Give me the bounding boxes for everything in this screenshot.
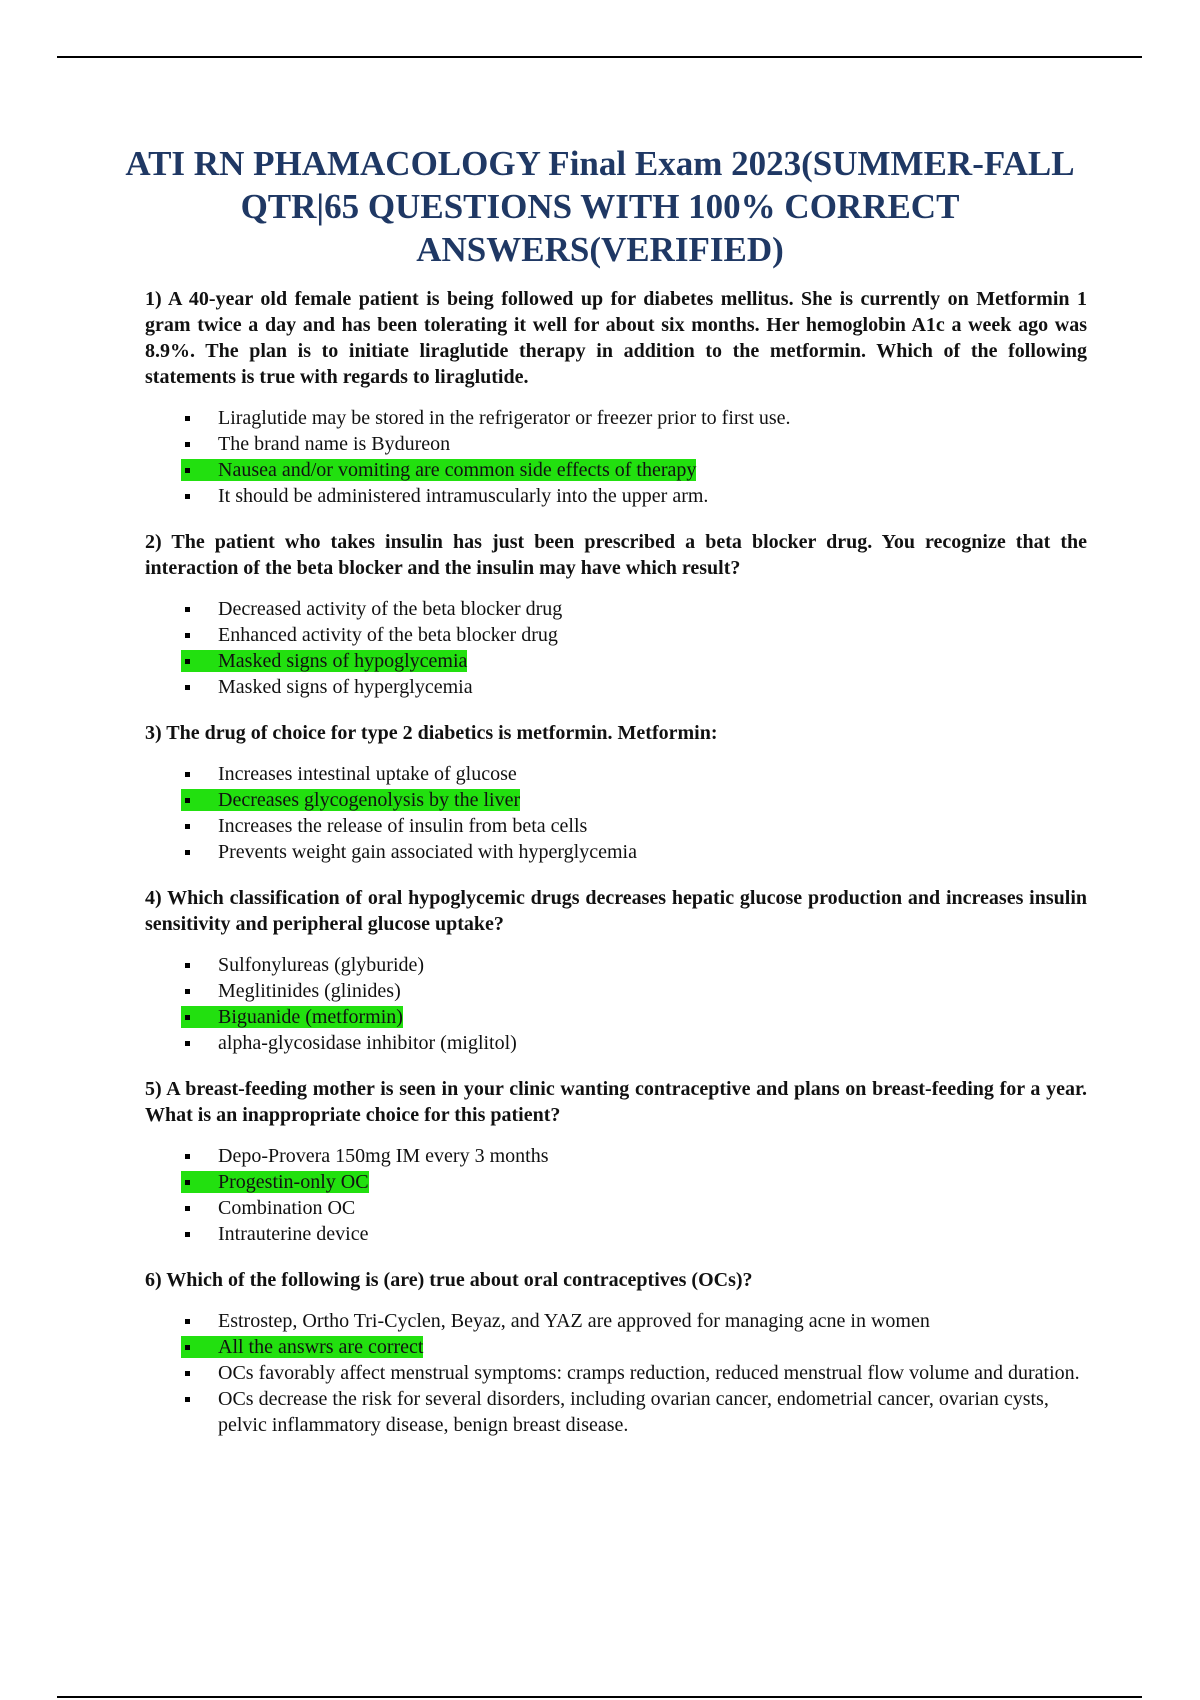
answer-option (145, 596, 1087, 622)
answer-options (145, 596, 1087, 700)
square-bullet-icon (185, 798, 190, 803)
answer-option (145, 761, 1087, 787)
answer-option (145, 978, 1087, 1004)
square-bullet-icon (185, 1319, 190, 1324)
answer-option-text: Masked signs of hypoglycemia (218, 650, 468, 672)
answer-option-text: Nausea and/or vomiting are common side effects of therapy (218, 459, 697, 481)
square-bullet-icon (185, 1232, 190, 1237)
answer-option-text: All the answrs are correct (218, 1336, 424, 1358)
answer-option-text: OCs favorably affect menstrual symptoms: cramps reduction, reduced menstrual flow volume and duration. (218, 1362, 1080, 1384)
square-bullet-icon (185, 633, 190, 638)
question-text: 1) A 40-year old female patient is being followed up for diabetes mellitus. She is currently on Metformin 1 gram twice a day and has been tolerating it well for about six months. Her hemoglobin A1c a week ago was 8.9%. The plan is to initiate liraglutide therapy in addition to the metformin. Which of the following statements is true with regards to liraglutide. (145, 288, 1087, 388)
answer-options (145, 761, 1087, 865)
square-bullet-icon (185, 772, 190, 777)
answer-option (145, 1195, 1087, 1221)
answer-option-text: OCs decrease the risk for several disorders, including ovarian cancer, endometrial cancer, ovarian cysts, pelvic inflammatory disease, benign breast disease. (218, 1388, 1049, 1436)
bottom-rule (57, 1696, 1142, 1698)
answer-option-correct (145, 787, 1087, 813)
answer-option-text: Increases the release of insulin from beta cells (218, 815, 588, 837)
square-bullet-icon (185, 1015, 190, 1020)
question-text: 3) The drug of choice for type 2 diabetics is metformin. Metformin: (145, 722, 718, 744)
answer-option-text: Decreased activity of the beta blocker drug (218, 598, 563, 620)
question-text: 5) A breast-feeding mother is seen in your clinic wanting contraceptive and plans on breast-feeding for a year. What is an inappropriate choice for this patient? (145, 1078, 1087, 1126)
answer-option (145, 1386, 1087, 1438)
square-bullet-icon (185, 1154, 190, 1159)
answer-option-text: Masked signs of hyperglycemia (218, 676, 473, 698)
answer-option (145, 674, 1087, 700)
answer-option (145, 1308, 1087, 1334)
answer-option (145, 1360, 1087, 1386)
answer-option (145, 1143, 1087, 1169)
answer-options (145, 952, 1087, 1056)
question-text: 2) The patient who takes insulin has just been prescribed a beta blocker drug. You recognize that the interaction of the beta blocker and the insulin may have which result? (145, 531, 1087, 579)
square-bullet-icon (185, 1206, 190, 1211)
square-bullet-icon (185, 442, 190, 447)
square-bullet-icon (185, 989, 190, 994)
question-list (145, 286, 1087, 1458)
answer-option-text: Depo-Provera 150mg IM every 3 months (218, 1145, 549, 1167)
answer-option-text: Prevents weight gain associated with hyperglycemia (218, 841, 637, 863)
square-bullet-icon (185, 850, 190, 855)
answer-option (145, 1221, 1087, 1247)
answer-option-text: Liraglutide may be stored in the refrigerator or freezer prior to first use. (218, 407, 791, 429)
square-bullet-icon (185, 963, 190, 968)
square-bullet-icon (185, 1397, 190, 1402)
square-bullet-icon (185, 659, 190, 664)
answer-option (145, 431, 1087, 457)
answer-option-correct (145, 1169, 1087, 1195)
answer-option-text: Meglitinides (glinides) (218, 980, 401, 1002)
square-bullet-icon (185, 607, 190, 612)
square-bullet-icon (185, 1041, 190, 1046)
square-bullet-icon (185, 468, 190, 473)
square-bullet-icon (185, 1345, 190, 1350)
answer-option-text: Estrostep, Ortho Tri-Cyclen, Beyaz, and YAZ are approved for managing acne in women (218, 1310, 930, 1332)
answer-option-correct (145, 457, 1087, 483)
answer-option (145, 813, 1087, 839)
answer-option-text: It should be administered intramuscularly into the upper arm. (218, 485, 709, 507)
answer-option-text: Progestin-only OC (218, 1171, 369, 1193)
answer-option-correct (145, 648, 1087, 674)
answer-option-text: Sulfonylureas (glyburide) (218, 954, 425, 976)
answer-option-text: Combination OC (218, 1197, 356, 1219)
answer-option-text: The brand name is Bydureon (218, 433, 451, 455)
square-bullet-icon (185, 416, 190, 421)
answer-option-text: Intrauterine device (218, 1223, 369, 1245)
answer-option (145, 839, 1087, 865)
question-text: 4) Which classification of oral hypoglycemic drugs decreases hepatic glucose production and increases insulin sensitivity and peripheral glucose uptake? (145, 887, 1087, 935)
question-text: 6) Which of the following is (are) true about oral contraceptives (OCs)? (145, 1269, 753, 1291)
square-bullet-icon (185, 824, 190, 829)
square-bullet-icon (185, 1371, 190, 1376)
answer-option-correct (145, 1004, 1087, 1030)
answer-option (145, 483, 1087, 509)
square-bullet-icon (185, 685, 190, 690)
answer-option-text: Enhanced activity of the beta blocker drug (218, 624, 558, 646)
answer-option-text: Increases intestinal uptake of glucose (218, 763, 517, 785)
top-rule (57, 56, 1142, 58)
answer-option-correct (145, 1334, 1087, 1360)
answer-option (145, 405, 1087, 431)
answer-options (145, 1308, 1087, 1438)
answer-options (145, 1143, 1087, 1247)
document-title: ATI RN PHAMACOLOGY Final Exam 2023(SUMMER-FALL QTR|65 QUESTIONS WITH 100% CORRECT ANSWERS(VERIFIED) (125, 144, 1075, 269)
answer-option (145, 622, 1087, 648)
square-bullet-icon (185, 1180, 190, 1185)
answer-option-text: alpha-glycosidase inhibitor (miglitol) (218, 1032, 517, 1054)
square-bullet-icon (185, 494, 190, 499)
answer-option-text: Decreases glycogenolysis by the liver (218, 789, 521, 811)
answer-option-text: Biguanide (metformin) (218, 1006, 403, 1028)
answer-option (145, 1030, 1087, 1056)
answer-options (145, 405, 1087, 509)
answer-option (145, 952, 1087, 978)
